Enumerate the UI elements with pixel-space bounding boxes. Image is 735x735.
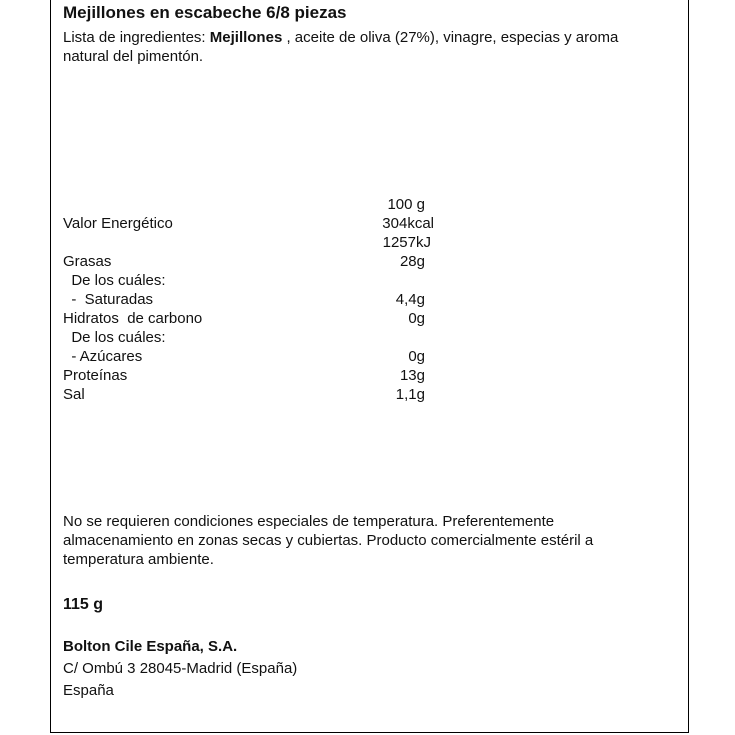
manufacturer-address: C/ Ombú 3 28045-Madrid (España) xyxy=(63,660,298,677)
manufacturer-country: España xyxy=(63,682,114,699)
nutrient-value: 0g xyxy=(408,348,425,365)
nutrition-header: 100 g xyxy=(387,196,425,213)
nutrient-value: 0g xyxy=(408,310,425,327)
nutrient-label: - Saturadas xyxy=(63,291,154,308)
nutrient-value: 13g xyxy=(399,367,425,384)
manufacturer-name: Bolton Cile España, S.A. xyxy=(63,638,238,655)
net-weight: 115 g xyxy=(63,596,104,613)
nutrient-value: 1,1g xyxy=(395,386,425,403)
nutrient-label: Grasas xyxy=(63,253,112,270)
label-sheet xyxy=(50,0,689,733)
ingredients-prefix: Lista de ingredientes: xyxy=(63,29,210,46)
nutrient-label: Proteínas xyxy=(63,367,128,384)
nutrient-label: De los cuáles: xyxy=(63,329,166,346)
ingredients-rest: , aceite de oliva (27%), vinagre, especias y aroma natural del pimentón. xyxy=(63,29,619,65)
product-title: Mejillones en escabeche 6/8 piezas xyxy=(63,3,347,22)
energy-label: Valor Energético xyxy=(63,215,173,232)
energy-kj: 1257kJ xyxy=(382,234,431,251)
ingredients-main: Mejillones xyxy=(209,29,283,46)
storage-conditions: No se requieren condiciones especiales de temperatura. Preferentemente almacenamiento en zonas secas y cubiertas. Producto comercialmente estéril a temperatura ambiente. xyxy=(63,513,594,568)
nutrient-value: 4,4g xyxy=(395,291,425,308)
ingredients-list xyxy=(63,28,663,66)
energy-kcal: 304kcal xyxy=(382,215,434,232)
nutrient-value: 28g xyxy=(399,253,425,270)
nutrient-label: Sal xyxy=(63,386,85,403)
nutrient-label: De los cuáles: xyxy=(63,272,166,289)
nutrient-label: - Azúcares xyxy=(63,348,143,365)
nutrient-label: Hidratos de carbono xyxy=(63,310,203,327)
